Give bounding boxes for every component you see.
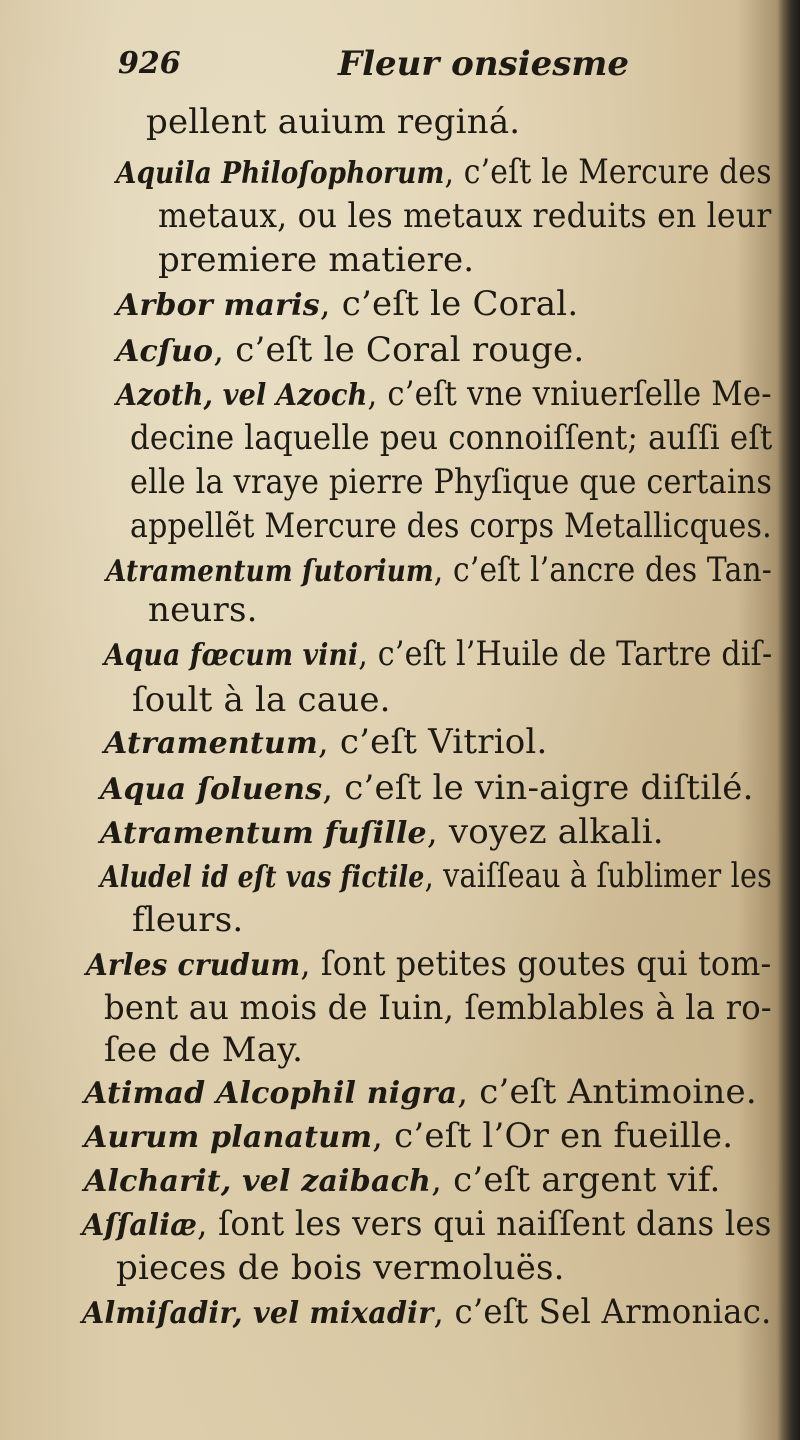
- glossary-entry: Arles crudum, ſont petites goutes qui tom-: [86, 944, 772, 984]
- glossary-entry: Aludel id eſt vas fictile, vaiſſeau à ſublimer les: [100, 856, 773, 896]
- entry-term: Arles crudum: [86, 948, 301, 983]
- entry-term: Atramentum: [104, 726, 318, 761]
- text-line: decine laquelle peu connoiſſent; auſſi eſt: [130, 418, 773, 458]
- glossary-entry: Arbor maris, c’eſt le Coral.: [116, 284, 579, 324]
- text-line: pellent auium reginá.: [146, 102, 521, 142]
- entry-term: Azoth, vel Azoch: [116, 378, 368, 413]
- page-header: [118, 44, 629, 96]
- page-edge-shadow: [778, 0, 800, 1440]
- glossary-entry: Aqua fœcum vini, c’eſt l’Huile de Tartre diſ-: [104, 634, 773, 674]
- glossary-entry: Aqua ſoluens, c’eſt le vin-aigre diſtilé.: [100, 768, 754, 808]
- entry-term: Atimad Alcophil nigra: [84, 1076, 458, 1111]
- glossary-entry: Alcharit, vel zaibach, c’eſt argent vif.: [84, 1160, 721, 1200]
- text-line: ſee de May.: [104, 1030, 304, 1070]
- text-line: premiere matiere.: [158, 240, 475, 280]
- entry-term: Aqua fœcum vini: [104, 638, 359, 673]
- entry-term: Aqua ſoluens: [100, 772, 323, 807]
- glossary-entry: Atramentum fuſille, voyez alkali.: [100, 812, 664, 852]
- text-line: elle la vraye pierre Phyſique que certains: [130, 462, 773, 502]
- glossary-entry: Atramentum, c’eſt Vitriol.: [104, 722, 548, 762]
- page-number: 926: [118, 46, 181, 81]
- entry-term: Aſſaliæ: [82, 1208, 198, 1243]
- text-line: bent au mois de Iuin, ſemblables à la ro-: [104, 988, 772, 1028]
- glossary-entry: Aſſaliæ, ſont les vers qui naiſſent dans les: [82, 1204, 772, 1244]
- entry-term: Acſuo: [116, 334, 214, 369]
- text-line: fleurs.: [132, 900, 244, 940]
- text-line: neurs.: [148, 590, 258, 630]
- entry-term: Aurum planatum: [84, 1120, 373, 1155]
- glossary-entry: Azoth, vel Azoch, c’eſt vne vniuerſelle Me-: [116, 374, 772, 414]
- text-line: ſoult à la caue.: [132, 680, 391, 720]
- running-title: Fleur onsiesme: [338, 44, 629, 84]
- entry-term: Almiſadir, vel mixadir: [82, 1296, 434, 1331]
- glossary-entry: Atramentum ſutorium, c’eſt l’ancre des Tan-: [106, 550, 772, 590]
- text-line: appellẽt Mercure des corps Metallicques.: [130, 506, 772, 546]
- glossary-entry: Aurum planatum, c’eſt l’Or en fueille.: [84, 1116, 734, 1156]
- glossary-entry: Aquila Philoſophorum, c’eſt le Mercure des: [116, 152, 772, 192]
- glossary-entry: Atimad Alcophil nigra, c’eſt Antimoine.: [84, 1072, 757, 1112]
- entry-term: Atramentum fuſille: [100, 816, 427, 851]
- entry-term: Aludel id eſt vas fictile: [100, 860, 425, 895]
- text-line: metaux, ou les metaux reduits en leur: [158, 196, 772, 236]
- entry-term: Atramentum ſutorium: [106, 554, 434, 589]
- glossary-entry: Almiſadir, vel mixadir, c’eſt Sel Armoniac.: [82, 1292, 772, 1332]
- text-line: pieces de bois vermoluës.: [116, 1248, 565, 1288]
- entry-term: Alcharit, vel zaibach: [84, 1164, 432, 1199]
- entry-term: Arbor maris: [116, 288, 320, 323]
- glossary-entry: Acſuo, c’eſt le Coral rouge.: [116, 330, 585, 370]
- entry-term: Aquila Philoſophorum: [116, 156, 445, 191]
